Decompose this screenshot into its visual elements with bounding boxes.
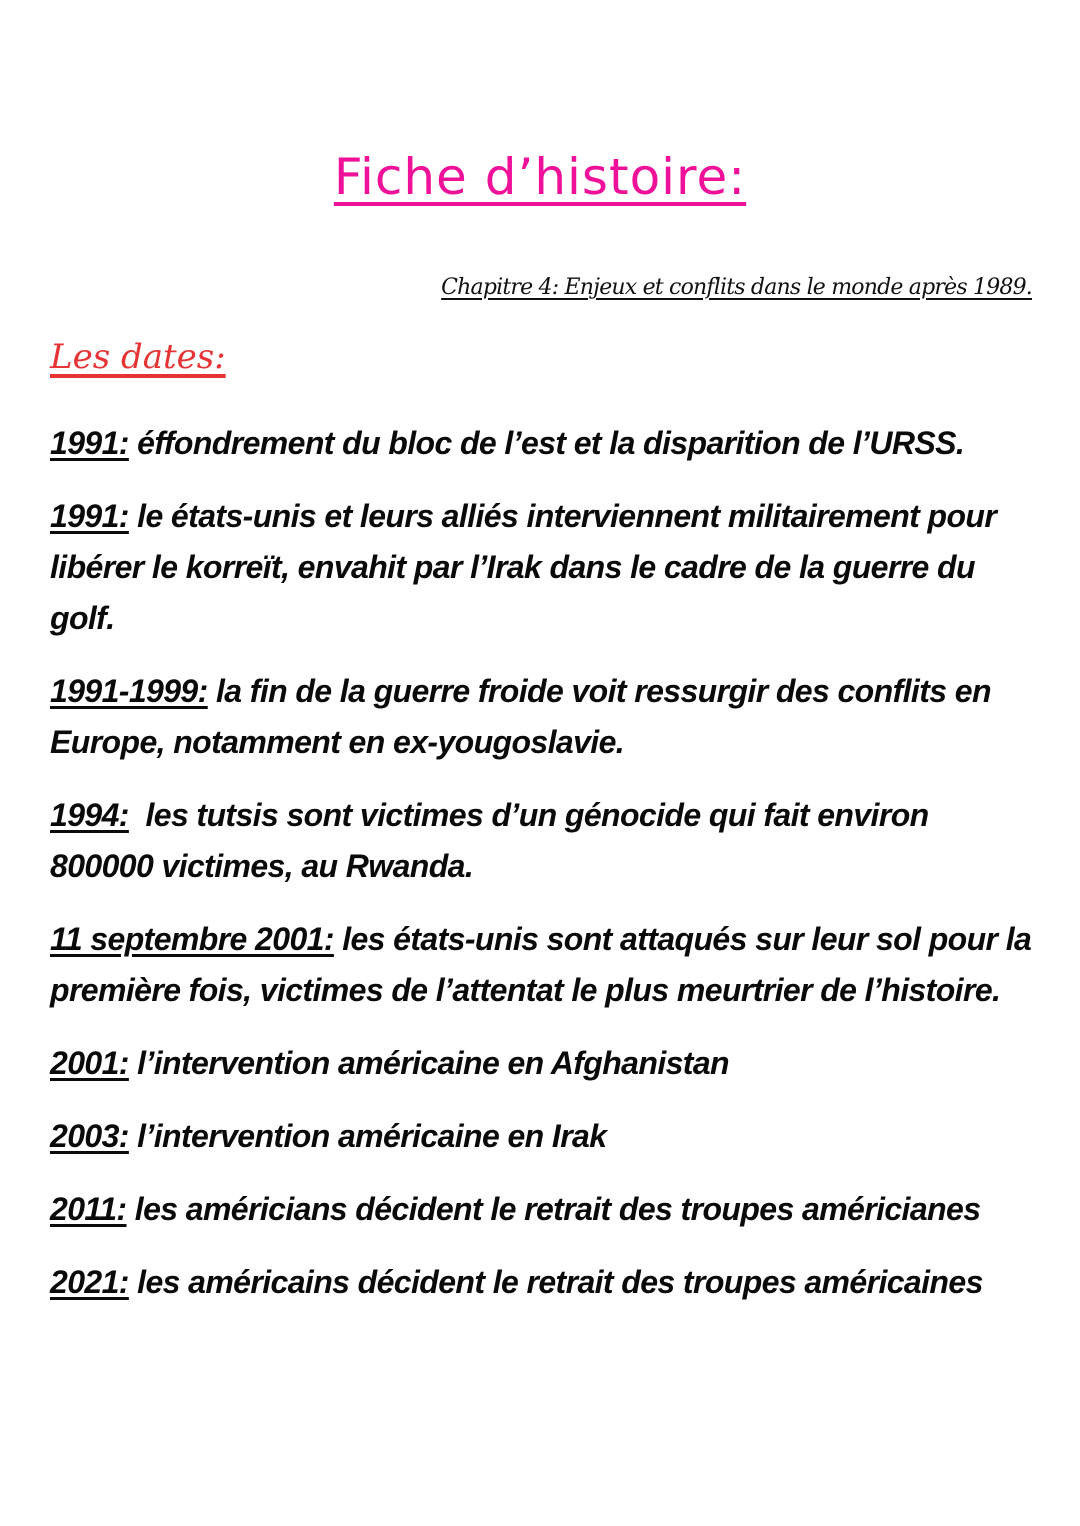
- date-entry: [50, 1038, 1040, 1089]
- date-entry: [50, 491, 1040, 644]
- page-title: [0, 142, 1080, 212]
- entry-text: les états-unis sont attaqués sur leur sol pour la première fois, victimes de l’attentat le plus meurtrier de l’histoire.: [50, 921, 1032, 1008]
- entry-date: 11 septembre 2001:: [50, 921, 334, 957]
- page-title-text: Fiche d’histoire:: [333, 148, 747, 206]
- entry-separator: [129, 498, 137, 534]
- entry-date: 2001:: [50, 1045, 129, 1081]
- entry-text: l’intervention américaine en Afghanistan: [137, 1045, 730, 1081]
- entry-text: l’intervention américaine en Irak: [137, 1118, 607, 1154]
- entry-separator: [334, 921, 342, 957]
- date-entry: [50, 418, 1040, 469]
- entry-separator: [208, 673, 216, 709]
- entry-separator: [129, 1118, 137, 1154]
- date-entry: [50, 1184, 1040, 1235]
- date-entry: [50, 666, 1040, 768]
- entry-date: 1991-1999:: [50, 673, 208, 709]
- entry-text: éffondrement du bloc de l’est et la disparition de l’URSS.: [137, 425, 965, 461]
- chapter-subtitle: Chapitre 4: Enjeux et conflits dans le monde après 1989.: [441, 275, 1032, 300]
- entry-date: 1991:: [50, 425, 129, 461]
- entry-date: 2021:: [50, 1264, 129, 1300]
- entry-text: les tutsis sont victimes d’un génocide qui fait environ 800000 victimes, au Rwanda.: [50, 797, 929, 884]
- date-entry: [50, 1257, 1040, 1308]
- entry-date: 2011:: [50, 1191, 127, 1227]
- date-entry: [50, 790, 1040, 892]
- entry-date: 1994:: [50, 797, 129, 833]
- dates-list: [50, 418, 1040, 1330]
- entry-separator: [129, 1264, 137, 1300]
- entry-separator: [126, 1191, 134, 1227]
- entry-separator: [129, 1045, 137, 1081]
- entry-text: la fin de la guerre froide voit ressurgir des conflits en Europe, notamment en ex-yougoslavie.: [50, 673, 991, 760]
- entry-text: les américains décident le retrait des troupes américaines: [137, 1264, 983, 1300]
- entry-text: le états-unis et leurs alliés interviennent militairement pour libérer le korreït, envahit par l’Irak dans le cadre de la guerre du golf.: [50, 498, 997, 636]
- entry-separator: [129, 797, 146, 833]
- entry-date: 2003:: [50, 1118, 129, 1154]
- section-heading-dates: Les dates:: [50, 337, 226, 377]
- date-entry: [50, 914, 1040, 1016]
- date-entry: [50, 1111, 1040, 1162]
- entry-date: 1991:: [50, 498, 129, 534]
- entry-separator: [129, 425, 137, 461]
- entry-text: les américians décident le retrait des troupes américianes: [134, 1191, 981, 1227]
